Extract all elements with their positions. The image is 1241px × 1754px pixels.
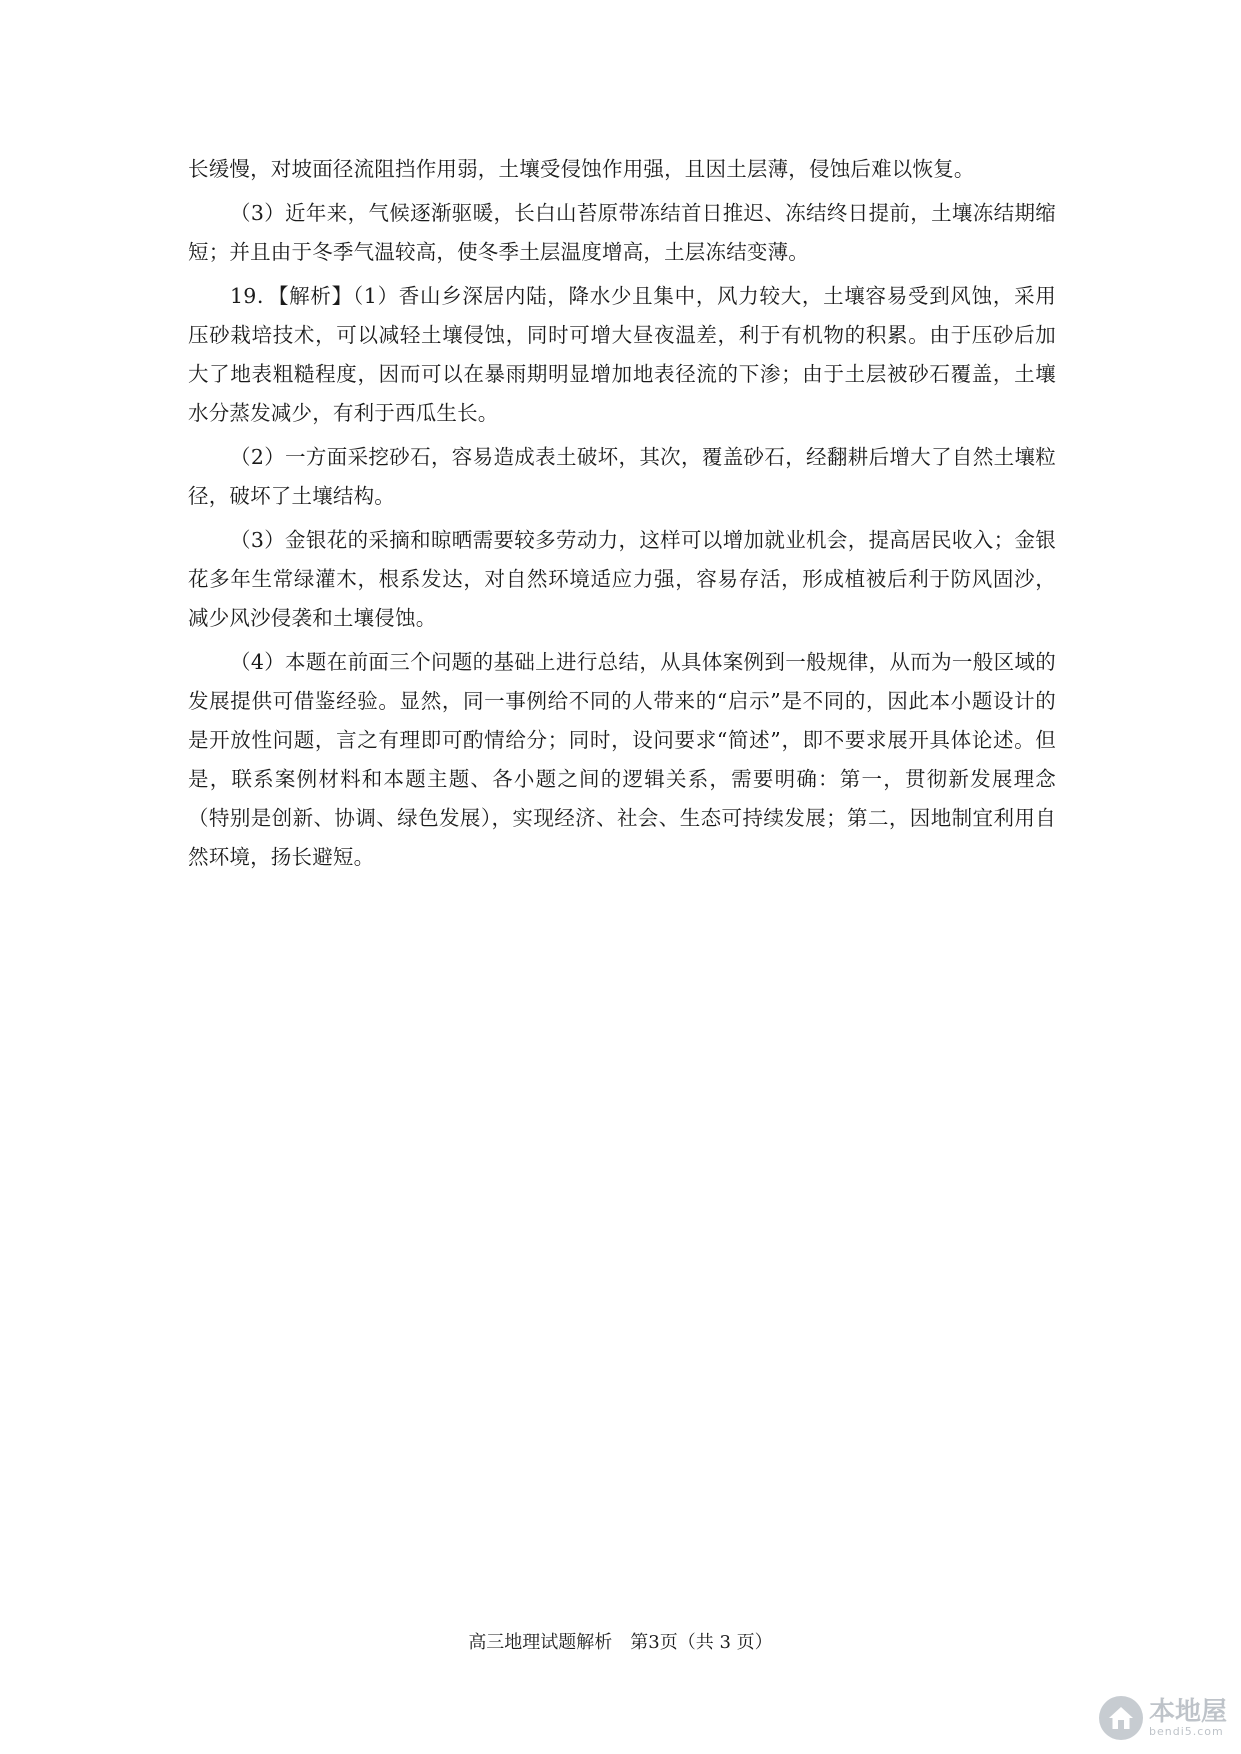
paragraph-q19-2: （2）一方面采挖砂石，容易造成表土破坏，其次，覆盖砂石，经翻耕后增大了自然土壤粒径，破坏了土壤结构。 [188, 445, 1056, 508]
watermark-text [1149, 1698, 1227, 1738]
watermark-name: 本地屋 [1148, 1697, 1227, 1727]
paragraph-continuation: 长缓慢，对坡面径流阻挡作用弱，土壤受侵蚀作用强，且因土层薄，侵蚀后难以恢复。 [188, 157, 975, 181]
site-watermark [1099, 1696, 1227, 1740]
paragraph-q19-3: （3）金银花的采摘和晾晒需要较多劳动力，这样可以增加就业机会，提高居民收入；金银花多年生常绿灌木，根系发达，对自然环境适应力强，容易存活，形成植被后利于防风固沙，减少风沙侵袭和土壤侵蚀。 [188, 528, 1056, 630]
house-logo-icon [1099, 1696, 1143, 1740]
paragraph-q19-4: （4）本题在前面三个问题的基础上进行总结，从具体案例到一般规律，从而为一般区域的发展提供可借鉴经验。显然，同一事例给不同的人带来的“启示”是不同的，因此本小题设计的是开放性问题，言之有理即可酌情给分；同时，设问要求“简述”，即不要求展开具体论述。但是，联系案例材料和本题主题、各小题之间的逻辑关系，需要明确：第一，贯彻新发展理念（特别是创新、协调、绿色发展），实现经济、社会、生态可持续发展；第二，因地制宜利用自然环境，扬长避短。 [188, 650, 1056, 869]
document-body [188, 150, 1056, 882]
page-footer: 高三地理试题解析 第3页（共 3 页） [468, 1632, 773, 1653]
watermark-url: bendi5.com [1148, 1725, 1224, 1738]
paragraph-q18-3: （3）近年来，气候逐渐驱暖，长白山苔原带冻结首日推迟、冻结终日提前，土壤冻结期缩短；并且由于冬季气温较高，使冬季土层温度增高，土层冻结变薄。 [188, 201, 1056, 264]
paragraph-q19-1: 19．【解析】（1）香山乡深居内陆，降水少且集中，风力较大，土壤容易受到风蚀，采用压砂栽培技术，可以减轻土壤侵蚀，同时可增大昼夜温差，利于有机物的积累。由于压砂后加大了地表粗糙程度，因而可以在暴雨期明显增加地表径流的下渗；由于土层被砂石覆盖，土壤水分蒸发减少，有利于西瓜生长。 [188, 284, 1056, 425]
